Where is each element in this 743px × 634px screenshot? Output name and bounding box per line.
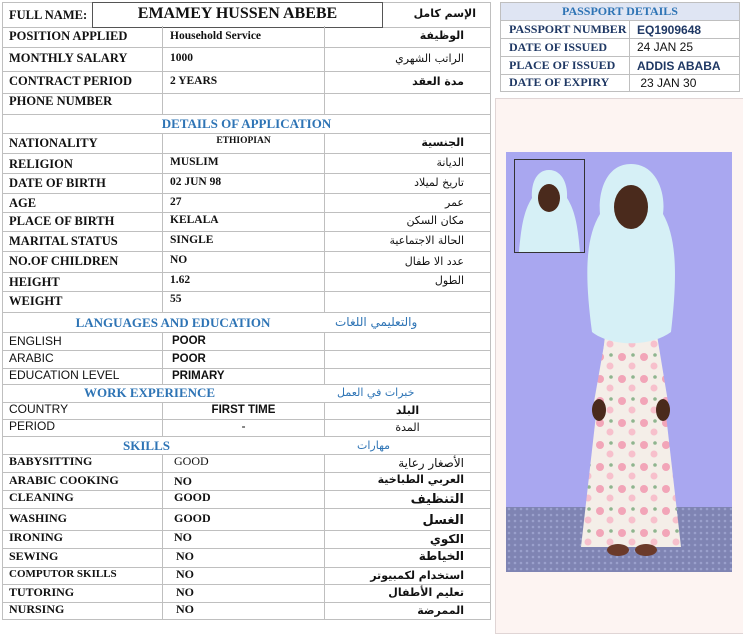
skill-ar: استخدام لكمبيوتر	[325, 567, 491, 584]
passport-label: PASSPORT NUMBER	[501, 21, 630, 38]
salary-row	[2, 47, 491, 72]
dob-value: 02 JUN 98	[163, 173, 325, 193]
passport-title: PASSPORT DETAILS	[562, 4, 678, 18]
skill-row	[2, 472, 491, 491]
skill-label: IRONING	[2, 530, 163, 548]
skill-row	[2, 490, 491, 509]
weight-row	[2, 291, 491, 313]
work-title-row	[2, 384, 491, 403]
skill-row	[2, 567, 491, 585]
passport-title-row	[500, 2, 740, 21]
passport-row	[500, 21, 740, 39]
skill-value: NO	[163, 530, 325, 548]
arabic-row	[2, 350, 491, 369]
marital-value: SINGLE	[163, 231, 325, 251]
height-row	[2, 272, 491, 292]
skill-label: SEWING	[2, 548, 163, 567]
skill-ar: الخياطة	[325, 548, 491, 567]
education-label: EDUCATION LEVEL	[2, 368, 163, 384]
education-ar	[325, 368, 491, 384]
full-name-value: EMAMEY HUSSEN ABEBE	[92, 2, 383, 28]
languages-title-ar: والتعليمي اللغات	[325, 312, 491, 332]
skill-ar: الأصغار رعاية	[325, 454, 491, 472]
skill-row	[2, 548, 491, 568]
skill-ar: العربي الطباخية	[325, 472, 491, 490]
nationality-row	[2, 133, 491, 154]
country-label: COUNTRY	[2, 402, 163, 419]
children-ar: عدد الا طفال	[325, 251, 491, 272]
marital-row	[2, 231, 491, 252]
salary-label: MONTHLY SALARY	[2, 47, 163, 71]
period-row	[2, 419, 491, 437]
skill-label: BABYSITTING	[2, 454, 163, 472]
application-table	[2, 2, 491, 632]
english-label: ENGLISH	[2, 332, 163, 350]
country-row	[2, 402, 491, 420]
arabic-label: ARABIC	[2, 350, 163, 368]
passport-value: 23 JAN 30	[637, 76, 697, 90]
skill-label: COMPUTOR SKILLS	[2, 567, 163, 584]
skill-label: NURSING	[2, 602, 163, 619]
skill-row	[2, 584, 491, 603]
education-value: PRIMARY	[163, 368, 325, 384]
salary-value: 1000	[163, 47, 325, 71]
salary-ar: الراتب الشهري	[325, 47, 491, 71]
period-label: PERIOD	[2, 419, 163, 436]
children-value: NO	[163, 251, 325, 272]
skill-value: GOOD	[163, 490, 325, 508]
passport-value: 24 JAN 25	[637, 40, 694, 54]
skill-row	[2, 530, 491, 549]
phone-ar	[325, 93, 491, 114]
passport-row	[500, 57, 740, 75]
passport-value: ADDIS ABABA	[637, 59, 721, 73]
phone-row	[2, 93, 491, 115]
education-row	[2, 368, 491, 385]
passport-row	[500, 75, 740, 92]
passport-photo	[514, 159, 585, 253]
skill-label: TUTORING	[2, 584, 163, 602]
passport-label: PLACE OF ISSUED	[501, 57, 630, 74]
skill-value: NO	[163, 472, 325, 490]
skill-value: NO	[163, 602, 325, 619]
age-ar: عمر	[325, 193, 491, 212]
skill-label: WASHING	[2, 508, 163, 530]
skill-row	[2, 454, 491, 473]
period-value: -	[163, 419, 325, 436]
phone-value	[163, 93, 325, 114]
work-title: WORK EXPERIENCE	[2, 384, 325, 402]
height-ar: الطول	[325, 272, 491, 291]
skill-ar: التنظيف	[325, 490, 491, 508]
period-ar: المدة	[325, 419, 491, 436]
position-value: Household Service	[163, 26, 325, 47]
skill-value: NO	[163, 567, 325, 584]
weight-value: 55	[163, 291, 325, 312]
birthplace-label: PLACE OF BIRTH	[2, 212, 163, 231]
passport-row	[500, 39, 740, 57]
skill-value: NO	[163, 548, 325, 567]
weight-ar	[325, 291, 491, 312]
english-ar	[325, 332, 491, 350]
height-value: 1.62	[163, 272, 325, 291]
dob-ar: تاريخ لميلاد	[325, 173, 491, 193]
skill-label: CLEANING	[2, 490, 163, 508]
passport-label: DATE OF EXPIRY	[501, 75, 630, 91]
religion-ar: الديانة	[325, 153, 491, 173]
skill-ar: الكوي	[325, 530, 491, 548]
age-label: AGE	[2, 193, 163, 212]
religion-label: RELIGION	[2, 153, 163, 173]
country-ar: البلد	[325, 402, 491, 419]
arabic-value: POOR	[163, 350, 325, 368]
position-label: POSITION APPLIED	[2, 26, 163, 47]
skill-row	[2, 508, 491, 531]
skill-row	[2, 602, 491, 620]
passport-label: DATE OF ISSUED	[501, 39, 630, 56]
dob-label: DATE OF BIRTH	[2, 173, 163, 193]
full-name-label: FULL NAME:	[2, 3, 92, 27]
phone-label: PHONE NUMBER	[2, 93, 163, 114]
age-row	[2, 193, 491, 213]
religion-row	[2, 153, 491, 174]
children-row	[2, 251, 491, 273]
skill-value: GOOD	[163, 508, 325, 530]
passport-value: EQ1909648	[637, 23, 702, 37]
religion-value: MUSLIM	[163, 153, 325, 173]
dob-row	[2, 173, 491, 194]
skill-ar: تعليم الأطفال	[325, 584, 491, 602]
contract-value: 2 YEARS	[163, 71, 325, 93]
marital-label: MARITAL STATUS	[2, 231, 163, 251]
details-title-row	[2, 114, 491, 134]
full-name-row	[2, 2, 491, 28]
height-label: HEIGHT	[2, 272, 163, 291]
english-value: POOR	[163, 332, 325, 350]
contract-row	[2, 71, 491, 94]
marital-ar: الحالة الاجتماعية	[325, 231, 491, 251]
languages-title-row	[2, 312, 491, 333]
birthplace-ar: مكان السكن	[325, 212, 491, 231]
nationality-ar: الجنسية	[325, 133, 491, 153]
position-ar: الوظيفة	[325, 26, 491, 47]
full-name-ar: الإسم كامل	[383, 3, 491, 27]
weight-label: WEIGHT	[2, 291, 163, 312]
skill-ar: الغسل	[325, 508, 491, 530]
skill-value: GOOD	[163, 454, 325, 472]
english-row	[2, 332, 491, 351]
work-title-ar: خبرات في العمل	[325, 384, 491, 402]
skill-label: ARABIC COOKING	[2, 472, 163, 490]
skill-value: NO	[163, 584, 325, 602]
contract-ar: مدة العقد	[325, 71, 491, 93]
contract-label: CONTRACT PERIOD	[2, 71, 163, 93]
languages-title: LANGUAGES AND EDUCATION	[2, 312, 325, 332]
skill-ar: الممرضة	[325, 602, 491, 619]
nationality-label: NATIONALITY	[2, 133, 163, 153]
skills-title-row	[2, 436, 491, 455]
children-label: NO.OF CHILDREN	[2, 251, 163, 272]
country-value: FIRST TIME	[163, 402, 325, 419]
skills-title-ar: مهارات	[325, 436, 491, 454]
position-row	[2, 26, 491, 48]
age-value: 27	[163, 193, 325, 212]
skills-title: SKILLS	[2, 436, 325, 454]
person-illustration-small	[515, 160, 584, 252]
nationality-value: ETHIOPIAN	[163, 133, 325, 153]
details-title: DETAILS OF APPLICATION	[2, 114, 491, 133]
birthplace-row	[2, 212, 491, 232]
birthplace-value: KELALA	[163, 212, 325, 231]
arabic-ar	[325, 350, 491, 368]
